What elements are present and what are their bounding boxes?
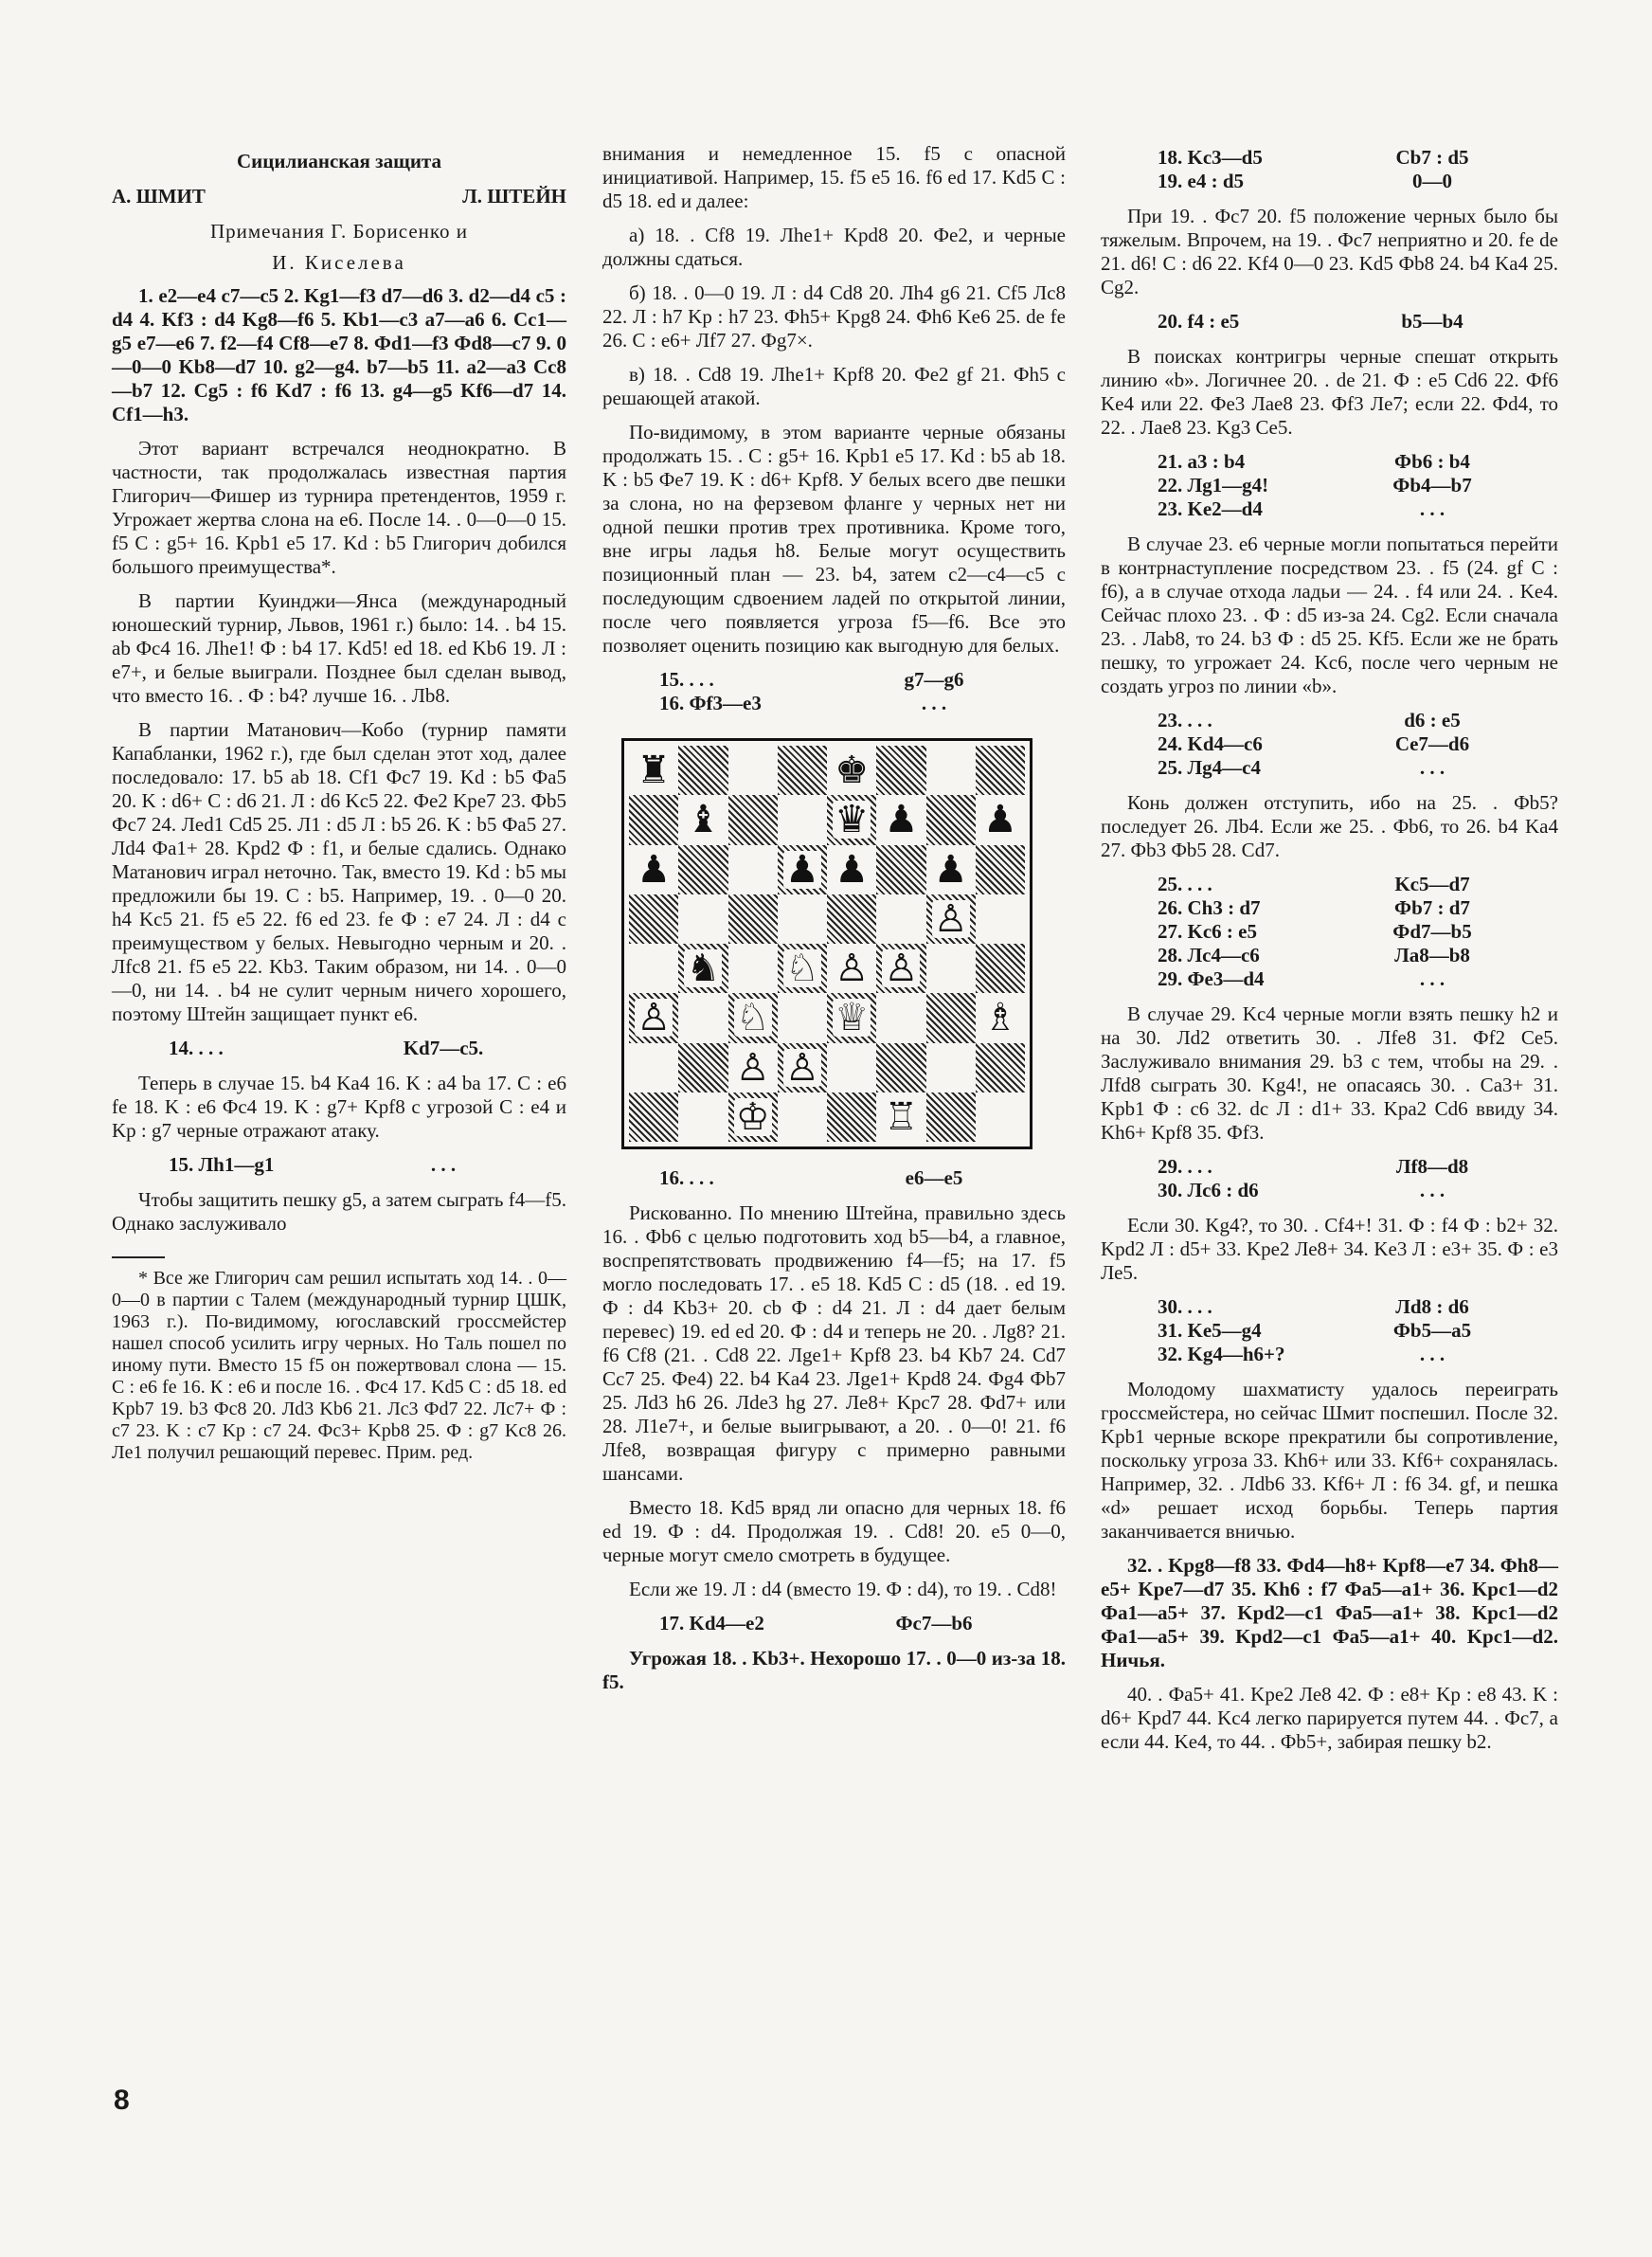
black-move: Фb5—a5 [1392,1319,1472,1342]
board-square [976,746,1025,795]
move-block [1101,709,1558,780]
white-move: 15. Лh1—g1 [169,1153,275,1176]
move-block [112,1153,566,1177]
paragraph: Вместо 18. Kd5 вряд ли опасно для черных 18. f6 ed 19. Ф : d4. Продолжая 19. . Cd8! 20. e5 0—0, черные могут смело смотреть в будущее. [602,1496,1066,1566]
paragraph: Если же 19. Л : d4 (вместо 19. Ф : d4), то 19. . Cd8! [629,1578,1057,1600]
move-block [1101,310,1558,334]
chess-piece: ♟ [884,798,919,842]
paragraph: Угрожая 18. . Kb3+. Нехорошо 17. . 0—0 из-за 18. f5. [602,1647,1066,1693]
move-row [1158,920,1558,944]
white-move: 30. . . . [1158,1295,1212,1318]
chess-board [629,746,1025,1142]
white-move: 20. f4 : e5 [1158,310,1240,333]
white-move: 14. . . . [169,1037,224,1059]
white-move: 16. . . . [659,1166,714,1189]
board-square [976,845,1025,894]
opening-title: Сицилианская защита [237,150,441,172]
footnote-rule [112,1256,165,1258]
move-block [1101,450,1558,521]
board-square [728,993,778,1042]
board-square [876,993,925,1042]
paragraph: 32. . Kpg8—f8 33. Фd4—h8+ Kpf8—e7 34. Фh8—e5+ Kpe7—d7 35. Kh6 : f7 Фа5—a1+ 36. Kpc1—d2 Фа1—a5+ 37. Kpd2—c1 Фа5—a1+ 38. Kpc1—d2 Фа1—a5+ 39. Kpd2—c1 Фа5—a1+ 40. Kpc1—d2. Ничья. [1101,1554,1558,1671]
move-row [659,668,1066,692]
move-row [1158,1319,1558,1343]
board-square [728,1043,778,1092]
chess-piece: ♗ [982,996,1017,1040]
board-square [976,944,1025,993]
paragraph: В поисках контригры черные спешат открыть линию «b». Логичнее 20. . de 21. Ф : e5 Cd6 22. Фf6 Ke4 или 22. Фе3 Лае8 23. Фf3 Лe7; если 22. Фd4, то 22. . Лае8 23. Kg3 Ce5. [1101,345,1558,439]
paragraph: Конь должен отступить, ибо на 25. . Фb5? последует 26. Лb4. Если же 25. . Фb6, то 26. b4 Ka4 27. Фb3 Фb5 28. Cd7. [1101,791,1558,861]
paragraph: Молодому шахматисту удалось переиграть гроссмейстера, но сейчас Шмит поспешил. После 32. Kpb1 черные вскоре прекратили бы сопротивление, поскольку угроза 33. Kh6+ или 33. Kf6+ сохранялась. Например, 32. . Лdb6 33. Kf6+ Л : f6 34. gf, и пешка «d» решает исход борьбы. Теперь партия заканчивается вничью. [1101,1378,1558,1543]
white-move: 24. Kd4—c6 [1158,732,1263,755]
paragraph: В случае 29. Kc4 черные могли взять пешку h2 и на 30. Лd2 ответить 30. . Лfe8 31. Фf2 Ce5. Заслуживало внимания 29. b3 с тем, чтобы на 29. . Лfd8 сыграть 30. Kg4!, не опасаясь 30. . Ca3+ 31. Kpb1 Ф : c6 32. dc Л : d1+ 33. Kpa2 Cd6 ввиду 34. Kh6+ Kpf8 35. Фf3. [1101,1002,1558,1144]
white-move: 29. . . . [1158,1155,1212,1178]
white-move: 27. Kc6 : e5 [1158,920,1257,943]
board-square [678,993,727,1042]
black-move: Фb7 : d7 [1394,896,1470,919]
white-move: 23. . . . [1158,709,1212,731]
black-move: Лa8—b8 [1394,944,1470,966]
white-move: 21. a3 : b4 [1158,450,1246,473]
board-square [926,746,976,795]
black-move: e6—e5 [905,1166,963,1189]
chess-piece: ♙ [784,1045,819,1090]
board-square [876,1043,925,1092]
paragraph: Теперь в случае 15. b4 Ka4 16. K : a4 ba 17. C : e6 fe 18. K : e6 Фс4 19. K : g7+ Kpf8 с угрозой C : e4 и Kp : g7 черные отражают атаку. [112,1072,566,1142]
paragraph: При 19. . Фс7 20. f5 положение черных было бы тяжелым. Впрочем, на 19. . Фс7 неприятно и 20. fe de 21. d6! C : d6 22. Kf4 0—0 23. Kd5 Фb8 24. b4 Ka4 25. Cg2. [1101,205,1558,298]
paragraph: Рискованно. По мнению Штейна, правильно здесь 16. . Фb6 с целью подготовить ход b5—b4, а главное, воспрепятствовать продвижению f4—f5; на 17. f5 могло последовать 17. . e5 18. Kd5 C : d5 (18. . ed 19. Ф : d4 Kb3+ 20. cb Ф : d4 21. Л : d4 дает белым перевес) 19. ed ed 20. Ф : d4 и теперь не 20. . Лg8? 21. f6 Cf8 (21. . Cd8 22. Лge1+ Kpf8 23. b4 Kb7 24. Cd7 Cc7 25. Фе4) 22. b4 Ka4 23. Лge1+ Kpd8 24. Фg4 Фb7 25. Лd3 h6 26. Лde3 hg 27. Лe8+ Kpc7 28. Фd7+ или 28. Л1e7+, и белые выигрывают, а 20. . 0—0! 21. f6 Лfe8, возвращая фигуру с примерно равными шансами. [602,1201,1066,1485]
board-square [629,894,678,944]
move-row [1158,709,1558,732]
board-square [678,1092,727,1142]
chess-piece: ♟ [933,847,968,892]
black-move: 0—0 [1412,170,1452,192]
move-row [1158,497,1558,521]
move-row [1158,732,1558,756]
board-square [876,944,925,993]
paragraph: Этот вариант встречался неоднократно. В частности, так продолжалась известная партия Глигорич—Фишер из турнира претендентов, 1959 г. Угрожает жертва слона на е6. После 14. . 0—0—0 15. f5 С : g5+ 16. Kpb1 e5 17. Kd : b5 Глигорич добился большого преимущества*. [112,437,566,578]
black-player: Л. ШТЕЙН [462,185,566,208]
move-block [1101,873,1558,991]
move-row [659,1612,1066,1635]
board-square [778,944,827,993]
board-square [827,1092,876,1142]
board-square [778,746,827,795]
board-square [629,795,678,844]
black-move: Лf8—d8 [1395,1155,1469,1178]
move-row [1158,896,1558,920]
board-square [728,845,778,894]
move-row [659,1166,1066,1190]
variation-b: б) 18. . 0—0 19. Л : d4 Cd8 20. Лh4 g6 21. Cf5 Лc8 22. Л : h7 Kp : h7 23. Фh5+ Kpg8 24. Фh6 Ke6 25. de fe 26. C : e6+ Лf7 27. Фg7×. [602,281,1066,352]
paragraph: В партии Матанович—Кобо (турнир памяти Капабланки, 1962 г.), где был сделан этот ход, далее последовало: 17. b5 ab 18. Cf1 Фс7 19. Kd : b5 Фа5 20. K : d6+ C : d6 21. Л : d6 Kc5 22. Фе2 Kpe7 23. Фb5 Фс7 24. Лed1 Cd5 25. Л1 : d5 Л : b5 26. K : b5 Фа5 27. Лd4 Фа1+ 28. Kpd2 Ф : f1, и белые сдались. Однако Матанович играл неточно. Так, вместо 19. Kd : b5 мы предложили бы 19. C : b5. Например, 19. . 0—0 20. h4 Kc5 21. f5 e5 22. f6 ed 23. fe Ф : e7 24. Л : d4 с преимуществом у белых. Невыгодно черным и 20. . Лfc8 21. f5 e5 22. Kb3. Таким образом, ни 14. . 0—0—0, ни 14. . b4 не сулит черным ничего хорошего, поэтому Штейн защищает пункт е6. [112,718,566,1025]
board-square [629,993,678,1042]
column-1 [112,142,566,1474]
black-move: . . . [1419,497,1446,520]
black-move: Cb7 : d5 [1395,146,1469,169]
board-square [926,894,976,944]
board-square [629,1092,678,1142]
variation-c: в) 18. . Cd8 19. Лhe1+ Kpf8 20. Фе2 gf 21. Фh5 с решающей атакой. [602,363,1066,409]
paragraph: По-видимому, в этом варианте черные обязаны продолжать 15. . C : g5+ 16. Kpb1 e5 17. Kd : b5 ab 18. K : b5 Фе7 19. K : d6+ Kpf8. У белых всего две пешки за слона, но на ферзевом фланге у черных нет ни одной пешки против трех противника. Кроме того, вне игры ладья h8. Белые могут осуществить позиционный план — 23. b4, затем c2—c4—c5 с последующим сдвоением ладей по открытой линии, после чего появляется угроза f5—f6. Все это позволяет оценить позицию как выгодную для белых. [602,421,1066,657]
players-line [112,185,566,208]
page-number: 8 [114,2085,130,2116]
black-move: b5—b4 [1401,310,1463,333]
black-move: Фb4—b7 [1392,474,1472,497]
black-move: Ce7—d6 [1394,732,1470,755]
board-square [827,944,876,993]
move-row [169,1037,566,1060]
board-square [926,993,976,1042]
board-square [728,746,778,795]
board-square [778,795,827,844]
board-square [876,746,925,795]
chess-piece: ♙ [637,996,672,1040]
black-move: Kc5—d7 [1394,873,1470,895]
chess-piece: ♝ [686,798,721,842]
white-move: 16. Фf3—e3 [659,692,762,714]
chess-diagram [621,738,1032,1149]
move-block [602,1166,1066,1190]
white-move: 18. Kc3—d5 [1158,146,1263,169]
board-square [876,795,925,844]
black-move: . . . [921,692,947,714]
board-square [976,894,1025,944]
move-block [1101,1155,1558,1202]
move-block [1101,1295,1558,1366]
black-move: Kd7—c5. [403,1037,484,1059]
board-square [778,1092,827,1142]
chess-piece: ♙ [835,947,870,991]
footnote: * Все же Глигорич сам решил испытать ход 14. . 0—0—0 в партии с Талем (международный турнир ЦШК, 1963 г.). По-видимому, югославский гроссмейстер нашел способ усилить игру черных. Но Таль пошел по иному пути. Вместо 15 f5 он пожертвовал слона — 15. С : e6 fe 16. К : e6 и после 16. . Фс4 17. Kd5 C : d5 18. ed Kpb7 19. b3 Фс8 20. Лd3 Kb6 21. Лc3 Фd7 22. Лc7+ Ф : c7 23. K : c7 Kp : c7 24. Фс3+ Kpb8 25. Ф : g7 Kc8 26. Лe1 получил решающий перевес. Прим. ред. [112,1268,566,1463]
chess-piece: ♜ [637,749,672,793]
board-square [827,746,876,795]
board-square [827,894,876,944]
move-row [659,692,1066,715]
white-move: 31. Ke5—g4 [1158,1319,1262,1342]
white-move: 17. Kd4—e2 [659,1612,764,1634]
board-square [827,845,876,894]
column-3 [1101,142,1558,1764]
board-square [976,1043,1025,1092]
board-square [876,1092,925,1142]
board-square [778,1043,827,1092]
board-square [926,944,976,993]
chess-piece: ♙ [933,896,968,941]
white-move: 26. Ch3 : d7 [1158,896,1261,919]
chess-piece: ♔ [735,1094,770,1139]
board-square [827,993,876,1042]
white-player: А. ШМИТ [112,185,206,208]
move-row [1158,1155,1558,1179]
move-row [1158,873,1558,896]
board-square [629,746,678,795]
move-block [602,668,1066,715]
white-move: 29. Фе3—d4 [1158,967,1265,990]
board-square [678,746,727,795]
annotators-line-1: Примечания Г. Борисенко и [209,220,469,243]
chess-piece: ♟ [637,847,672,892]
chess-piece: ♟ [982,798,1017,842]
board-square [728,944,778,993]
board-square [678,1043,727,1092]
board-square [778,993,827,1042]
chess-piece: ♕ [835,996,870,1040]
move-row [1158,967,1558,991]
chess-piece: ♘ [784,947,819,991]
chess-piece: ♘ [735,996,770,1040]
board-square [926,1043,976,1092]
move-row [169,1153,566,1177]
black-move: Фd7—b5 [1392,920,1472,943]
black-move: g7—g6 [904,668,964,691]
black-move: d6 : e5 [1404,709,1461,731]
paragraph: Если 30. Kg4?, то 30. . Cf4+! 31. Ф : f4 Ф : b2+ 32. Kpd2 Л : d5+ 33. Kpe2 Ле8+ 34. Ke3 Л : e3+ 35. Ф : e3 Ле5. [1101,1214,1558,1284]
board-square [778,894,827,944]
board-square [976,993,1025,1042]
chess-piece: ♛ [835,798,870,842]
black-move: Фb6 : b4 [1394,450,1470,473]
black-move: Лd8 : d6 [1395,1295,1469,1318]
board-square [778,845,827,894]
move-block [1101,146,1558,193]
board-square [926,1092,976,1142]
move-row [1158,450,1558,474]
board-square [876,894,925,944]
move-block [112,1037,566,1060]
chess-piece: ♙ [735,1045,770,1090]
white-move: 22. Лg1—g4! [1158,474,1269,497]
chess-piece: ♟ [784,847,819,892]
move-block [602,1612,1066,1635]
board-square [629,944,678,993]
paragraph: 40. . Фа5+ 41. Kpe2 Ле8 42. Ф : e8+ Kp : e8 43. K : d6+ Kpd7 44. Kc4 легко парируется путем 44. . Фс7, а если 44. Ke4, то 44. . Фb5+, забирая пешку b2. [1101,1683,1558,1753]
board-square [678,944,727,993]
chess-piece: ♙ [884,947,919,991]
board-square [728,894,778,944]
board-square [926,795,976,844]
board-square [926,845,976,894]
move-row [1158,944,1558,967]
board-square [976,795,1025,844]
board-square [629,1043,678,1092]
chess-piece: ♞ [686,947,721,991]
board-square [678,894,727,944]
board-square [728,795,778,844]
opening-moves: 1. e2—e4 c7—c5 2. Kg1—f3 d7—d6 3. d2—d4 c5 : d4 4. Kf3 : d4 Kg8—f6 5. Kb1—c3 a7—a6 6. Cc1—g5 e7—e6 7. f2—f4 Cf8—e7 8. Фd1—f3 Фd8—c7 9. 0—0—0 Kb8—d7 10. g2—g4. b7—b5 11. a2—a3 Cc8—b7 12. Cg5 : f6 Kd7 : f6 13. g4—g5 Kf6—d7 14. Cf1—h3. [112,284,566,425]
paragraph: В случае 23. e6 черные могли попытаться перейти в контрнаступление посредством 23. . f5 (24. gf C : f6), а в случае отхода ладьи — 24. . f4 или 24. . Ke4. Сейчас плохо 23. . Ф : d5 из-за 24. Cg2. Если сначала 23. . Лаb8, то 24. b3 Ф : d5 25. Kf5. Если же не брать пешку, то угрожает 24. Kc6, после чего черным не создать угроз по линии «b». [1101,533,1558,697]
board-square [827,795,876,844]
white-move: 25. Лg4—c4 [1158,756,1261,779]
move-row [1158,1295,1558,1319]
move-row [1158,1179,1558,1202]
black-move: . . . [1419,1179,1446,1201]
variation-a: а) 18. . Cf8 19. Лhe1+ Kpd8 20. Фе2, и черные должны сдаться. [602,224,1066,270]
move-row [1158,310,1558,334]
move-row [1158,474,1558,497]
board-square [976,1092,1025,1142]
white-move: 32. Kg4—h6+? [1158,1343,1285,1365]
black-move: Фс7—b6 [895,1612,973,1634]
white-move: 23. Ke2—d4 [1158,497,1263,520]
move-row [1158,1343,1558,1366]
move-row [1158,756,1558,780]
white-move: 28. Лc4—c6 [1158,944,1260,966]
black-move: . . . [1419,1343,1446,1365]
white-move: 25. . . . [1158,873,1212,895]
board-square [876,845,925,894]
board-square [827,1043,876,1092]
annotators-line-2: И. Киселева [272,251,406,274]
column-2 [602,142,1066,1705]
board-square [678,845,727,894]
white-move: 30. Лc6 : d6 [1158,1179,1259,1201]
chess-piece: ♚ [835,749,870,793]
move-row [1158,170,1558,193]
chess-piece: ♟ [835,847,870,892]
board-square [678,795,727,844]
black-move: . . . [1419,967,1446,990]
board-square [629,845,678,894]
black-move: . . . [1419,756,1446,779]
black-move: . . . [430,1153,457,1176]
board-square [728,1092,778,1142]
paragraph: внимания и немедленное 15. f5 с опасной инициативой. Например, 15. f5 e5 16. f6 ed 17. Kd5 C : d5 18. ed и далее: [602,142,1066,212]
paragraph: Чтобы защитить пешку g5, а затем сыграть f4—f5. Однако заслуживало [112,1188,566,1235]
chess-piece: ♖ [884,1094,919,1139]
move-row [1158,146,1558,170]
white-move: 19. e4 : d5 [1158,170,1244,192]
paragraph: В партии Куинджи—Янса (международный юношеский турнир, Львов, 1961 г.) было: 14. . b4 15. ab Фс4 16. Лhe1! Ф : b4 17. Kd5! ed 18. ed Kb6 19. Л : e7+, и белые выиграли. Позднее был сделан вывод, что вместо 16. . Ф : b4? лучше 16. . Лb8. [112,589,566,707]
white-move: 15. . . . [659,668,714,691]
